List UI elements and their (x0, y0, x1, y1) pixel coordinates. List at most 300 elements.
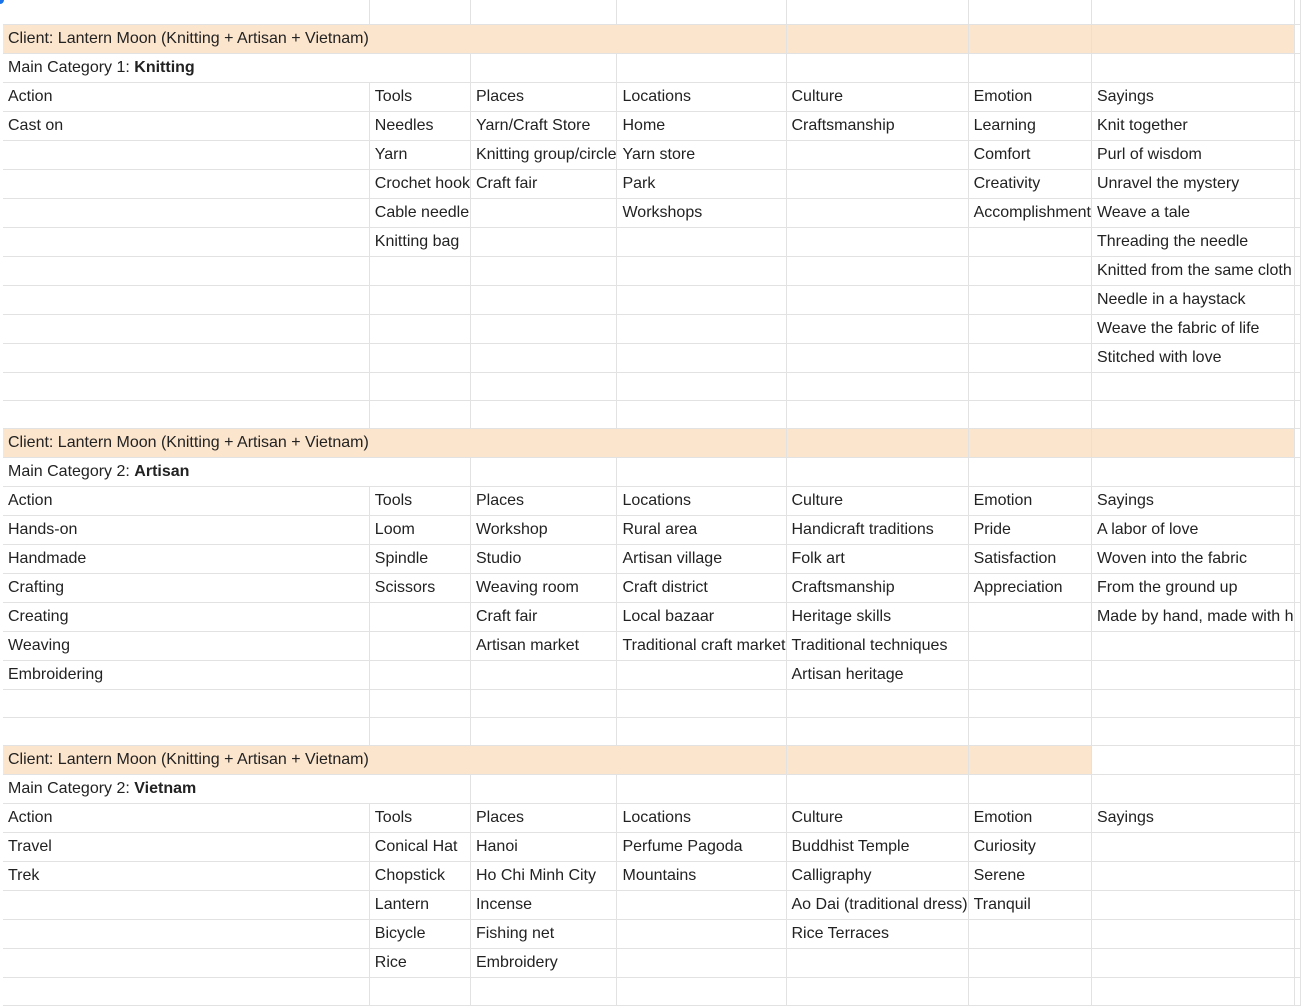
client-row (3, 428, 1300, 457)
table-row (3, 343, 1300, 372)
cell[interactable]: Appreciation (968, 573, 1091, 602)
cell[interactable]: Home (617, 111, 786, 140)
column-header-cell[interactable]: Culture (786, 82, 968, 111)
cell[interactable] (786, 717, 968, 745)
client-label-cell[interactable]: Client: Lantern Moon (Knitting + Artisan + Vietnam) (3, 745, 369, 774)
cell[interactable]: Spindle (369, 544, 470, 573)
cell[interactable] (3, 717, 369, 745)
cell[interactable] (1091, 428, 1294, 457)
cell[interactable]: Traditional techniques (786, 631, 968, 660)
cell[interactable] (786, 285, 968, 314)
cell[interactable] (968, 343, 1091, 372)
cell[interactable] (470, 372, 617, 400)
cell[interactable] (3, 948, 369, 977)
column-header-cell[interactable]: Tools (369, 486, 470, 515)
column-header-cell[interactable]: Emotion (968, 803, 1091, 832)
cell[interactable]: Artisan village (617, 544, 786, 573)
cell[interactable] (1091, 948, 1294, 977)
cell[interactable] (1294, 314, 1300, 343)
cell[interactable] (1091, 861, 1294, 890)
cell[interactable]: A labor of love (1091, 515, 1294, 544)
cell[interactable]: Rice Terraces (786, 919, 968, 948)
cell[interactable] (786, 24, 968, 53)
cell[interactable] (786, 372, 968, 400)
cell[interactable]: Curiosity (968, 832, 1091, 861)
column-header-cell[interactable]: Tools (369, 82, 470, 111)
cell[interactable]: Tranquil (968, 890, 1091, 919)
table-row (3, 169, 1300, 198)
cell[interactable] (968, 0, 1091, 24)
cell[interactable]: Workshops (617, 198, 786, 227)
cell[interactable] (617, 660, 786, 689)
column-header-cell[interactable]: Emotion (968, 486, 1091, 515)
column-header-cell[interactable]: Locations (617, 82, 786, 111)
cell[interactable] (369, 285, 470, 314)
cell[interactable] (1091, 745, 1294, 774)
cell[interactable] (968, 285, 1091, 314)
cell[interactable] (470, 53, 617, 82)
cell[interactable] (3, 919, 369, 948)
cell[interactable] (369, 689, 470, 717)
cell[interactable] (3, 314, 369, 343)
table-row (3, 227, 1300, 256)
cell[interactable] (470, 343, 617, 372)
cell[interactable] (1294, 24, 1300, 53)
cell[interactable]: Handmade (3, 544, 369, 573)
cell[interactable] (470, 717, 617, 745)
column-header-cell[interactable]: Culture (786, 486, 968, 515)
cell[interactable] (968, 631, 1091, 660)
cell[interactable] (470, 256, 617, 285)
cell[interactable]: Studio (470, 544, 617, 573)
cell[interactable]: Made by hand, made with h (1091, 602, 1294, 631)
cell[interactable] (3, 400, 369, 428)
cell[interactable] (1294, 861, 1300, 890)
cell[interactable]: Handicraft traditions (786, 515, 968, 544)
cell[interactable] (1294, 111, 1300, 140)
cell[interactable]: Yarn/Craft Store (470, 111, 617, 140)
client-label-cell[interactable]: Client: Lantern Moon (Knitting + Artisan + Vietnam) (3, 24, 369, 53)
cell[interactable] (3, 372, 369, 400)
cell[interactable] (1091, 372, 1294, 400)
cell[interactable]: Travel (3, 832, 369, 861)
cell[interactable] (369, 428, 470, 457)
cell[interactable]: Crochet hook (369, 169, 470, 198)
table-row (3, 919, 1300, 948)
cell[interactable] (617, 745, 786, 774)
cell[interactable] (786, 169, 968, 198)
cell[interactable] (1294, 919, 1300, 948)
cell[interactable] (1294, 372, 1300, 400)
cell[interactable] (3, 198, 369, 227)
cell[interactable] (968, 227, 1091, 256)
cell[interactable] (968, 24, 1091, 53)
cell[interactable]: Cast on (3, 111, 369, 140)
cell[interactable] (968, 53, 1091, 82)
cell[interactable] (470, 457, 617, 486)
cell[interactable] (1294, 803, 1300, 832)
cell[interactable]: Hanoi (470, 832, 617, 861)
cell[interactable]: Comfort (968, 140, 1091, 169)
cell[interactable]: Weaving room (470, 573, 617, 602)
cell[interactable]: Yarn (369, 140, 470, 169)
cell[interactable]: Satisfaction (968, 544, 1091, 573)
cell[interactable]: Crafting (3, 573, 369, 602)
column-header-cell[interactable]: Places (470, 486, 617, 515)
category-row (3, 774, 1300, 803)
cell[interactable]: Buddhist Temple (786, 832, 968, 861)
cell[interactable]: Pride (968, 515, 1091, 544)
cell[interactable]: Craft district (617, 573, 786, 602)
cell[interactable]: Knitting group/circle (470, 140, 617, 169)
cell[interactable] (968, 314, 1091, 343)
cell[interactable] (470, 660, 617, 689)
cell[interactable] (617, 400, 786, 428)
cell[interactable] (1294, 227, 1300, 256)
cell[interactable]: Artisan market (470, 631, 617, 660)
cell[interactable] (1294, 660, 1300, 689)
cell[interactable]: Threading the needle (1091, 227, 1294, 256)
cell[interactable] (968, 372, 1091, 400)
cell[interactable] (968, 774, 1091, 803)
header-row (3, 486, 1300, 515)
category-cell[interactable] (3, 457, 369, 486)
cell[interactable] (968, 948, 1091, 977)
column-header-cell[interactable]: Places (470, 82, 617, 111)
cell[interactable]: Incense (470, 890, 617, 919)
cell[interactable] (1091, 660, 1294, 689)
cell[interactable]: Loom (369, 515, 470, 544)
cell[interactable] (3, 140, 369, 169)
cell[interactable] (3, 689, 369, 717)
cell[interactable] (1294, 0, 1300, 24)
cell[interactable]: Creating (3, 602, 369, 631)
category-cell[interactable] (3, 53, 369, 82)
cell[interactable] (369, 314, 470, 343)
cell[interactable] (470, 198, 617, 227)
cell[interactable]: Purl of wisdom (1091, 140, 1294, 169)
cell[interactable]: Embroidery (470, 948, 617, 977)
cell[interactable] (968, 400, 1091, 428)
cell[interactable]: Needle in a haystack (1091, 285, 1294, 314)
cell[interactable]: From the ground up (1091, 573, 1294, 602)
cell[interactable] (968, 602, 1091, 631)
cell[interactable]: Bicycle (369, 919, 470, 948)
cell[interactable] (1294, 977, 1300, 1005)
cell[interactable] (968, 977, 1091, 1005)
cell[interactable] (3, 343, 369, 372)
cell[interactable] (617, 0, 786, 24)
cell[interactable]: Craftsmanship (786, 573, 968, 602)
cell[interactable] (786, 140, 968, 169)
cell[interactable] (470, 227, 617, 256)
cell[interactable] (1294, 53, 1300, 82)
cell[interactable] (470, 689, 617, 717)
cell[interactable] (1091, 24, 1294, 53)
column-header-cell[interactable]: Locations (617, 803, 786, 832)
cell[interactable] (1091, 832, 1294, 861)
cell[interactable]: Embroidering (3, 660, 369, 689)
cell[interactable]: Learning (968, 111, 1091, 140)
cell[interactable]: Lantern (369, 890, 470, 919)
cell[interactable] (786, 428, 968, 457)
cell[interactable] (3, 169, 369, 198)
cell[interactable]: Serene (968, 861, 1091, 890)
category-row (3, 53, 1300, 82)
cell[interactable]: Rice (369, 948, 470, 977)
cell[interactable] (617, 948, 786, 977)
cell[interactable]: Chopstick (369, 861, 470, 890)
cell[interactable] (617, 890, 786, 919)
cell[interactable] (369, 745, 470, 774)
cell[interactable]: Rural area (617, 515, 786, 544)
category-prefix: Main Category 1: (8, 58, 135, 76)
cell[interactable] (968, 660, 1091, 689)
cell[interactable] (1091, 977, 1294, 1005)
cell[interactable] (786, 198, 968, 227)
cell[interactable]: Knit together (1091, 111, 1294, 140)
cell[interactable] (1294, 573, 1300, 602)
cell[interactable] (786, 774, 968, 803)
cell[interactable]: Perfume Pagoda (617, 832, 786, 861)
cell[interactable] (369, 24, 470, 53)
cell[interactable] (786, 457, 968, 486)
cell[interactable] (1294, 428, 1300, 457)
table-row (3, 689, 1300, 717)
cell[interactable] (786, 343, 968, 372)
cell[interactable] (1294, 169, 1300, 198)
table-row (3, 515, 1300, 544)
cell[interactable] (369, 256, 470, 285)
cell[interactable] (1294, 774, 1300, 803)
cell[interactable]: Cable needle (369, 198, 470, 227)
cell[interactable] (617, 343, 786, 372)
cell[interactable] (617, 314, 786, 343)
cell[interactable] (1294, 82, 1300, 111)
cell[interactable] (1294, 515, 1300, 544)
cell[interactable] (1294, 544, 1300, 573)
cell[interactable] (470, 977, 617, 1005)
column-header-cell[interactable]: Sayings (1091, 803, 1294, 832)
cell[interactable] (786, 745, 968, 774)
cell[interactable]: Trek (3, 861, 369, 890)
cell[interactable] (1294, 717, 1300, 745)
cell[interactable]: Fishing net (470, 919, 617, 948)
cell[interactable] (369, 774, 470, 803)
cell[interactable] (617, 285, 786, 314)
column-header-cell[interactable]: Sayings (1091, 486, 1294, 515)
cell[interactable] (786, 314, 968, 343)
cell[interactable]: Woven into the fabric (1091, 544, 1294, 573)
cell[interactable] (786, 948, 968, 977)
cell[interactable] (1294, 400, 1300, 428)
table-row (3, 631, 1300, 660)
cell[interactable] (1294, 457, 1300, 486)
cell[interactable] (617, 689, 786, 717)
cell[interactable] (968, 745, 1091, 774)
cell[interactable] (968, 919, 1091, 948)
cell[interactable] (369, 977, 470, 1005)
cell[interactable] (470, 745, 617, 774)
cell[interactable]: Yarn store (617, 140, 786, 169)
cell[interactable] (3, 0, 369, 24)
cell[interactable] (470, 774, 617, 803)
cell[interactable] (968, 428, 1091, 457)
cell[interactable] (1091, 0, 1294, 24)
cell[interactable] (1294, 890, 1300, 919)
cell[interactable]: Stitched with love (1091, 343, 1294, 372)
cell[interactable]: Park (617, 169, 786, 198)
cell[interactable] (3, 227, 369, 256)
category-name: Knitting (134, 58, 195, 76)
cell[interactable] (470, 0, 617, 24)
cell[interactable]: Ao Dai (traditional dress) (786, 890, 968, 919)
cell[interactable] (1294, 745, 1300, 774)
column-header-cell[interactable]: Action (3, 82, 369, 111)
cell[interactable] (786, 977, 968, 1005)
column-header-cell[interactable]: Places (470, 803, 617, 832)
cell[interactable]: Weaving (3, 631, 369, 660)
cell[interactable] (369, 631, 470, 660)
cell[interactable] (1091, 717, 1294, 745)
table-row (3, 198, 1300, 227)
cell[interactable] (617, 24, 786, 53)
cell[interactable]: Hands-on (3, 515, 369, 544)
cell[interactable]: Local bazaar (617, 602, 786, 631)
cell[interactable]: Craftsmanship (786, 111, 968, 140)
table-row (3, 573, 1300, 602)
cell[interactable]: Accomplishment (968, 198, 1091, 227)
cell[interactable]: Scissors (369, 573, 470, 602)
cell[interactable]: Craft fair (470, 602, 617, 631)
cell[interactable] (470, 285, 617, 314)
cell[interactable]: Heritage skills (786, 602, 968, 631)
cell[interactable] (1294, 948, 1300, 977)
cell[interactable]: Unravel the mystery (1091, 169, 1294, 198)
cell[interactable] (968, 256, 1091, 285)
cell[interactable] (369, 457, 470, 486)
cell[interactable] (1091, 400, 1294, 428)
cell[interactable] (369, 343, 470, 372)
client-label-cell[interactable]: Client: Lantern Moon (Knitting + Artisan + Vietnam) (3, 428, 369, 457)
cell[interactable] (617, 53, 786, 82)
cell[interactable]: Mountains (617, 861, 786, 890)
cell[interactable]: Artisan heritage (786, 660, 968, 689)
cell[interactable]: Folk art (786, 544, 968, 573)
cell[interactable] (1294, 602, 1300, 631)
cell[interactable] (1294, 486, 1300, 515)
cell[interactable] (617, 227, 786, 256)
cell[interactable] (1294, 285, 1300, 314)
cell[interactable] (1294, 631, 1300, 660)
cell[interactable] (617, 457, 786, 486)
cell[interactable] (786, 689, 968, 717)
cell[interactable] (786, 400, 968, 428)
cell[interactable] (3, 256, 369, 285)
cell[interactable] (617, 919, 786, 948)
cell[interactable] (968, 457, 1091, 486)
cell[interactable] (369, 0, 470, 24)
cell[interactable] (470, 24, 617, 53)
cell[interactable] (1091, 919, 1294, 948)
column-header-cell[interactable]: Culture (786, 803, 968, 832)
cell[interactable] (3, 285, 369, 314)
cell[interactable] (786, 256, 968, 285)
cell[interactable] (3, 977, 369, 1005)
cell[interactable]: Knitted from the same cloth (1091, 256, 1294, 285)
cell[interactable]: Traditional craft market (617, 631, 786, 660)
cell[interactable] (369, 602, 470, 631)
cell[interactable] (470, 428, 617, 457)
cell[interactable] (369, 372, 470, 400)
category-prefix: Main Category 2: (8, 462, 135, 480)
column-header-cell[interactable]: Emotion (968, 82, 1091, 111)
category-name: Vietnam (134, 779, 197, 797)
cell[interactable]: Creativity (968, 169, 1091, 198)
cell[interactable] (617, 774, 786, 803)
cell[interactable] (3, 890, 369, 919)
cell[interactable]: Knitting bag (369, 227, 470, 256)
cell[interactable] (1294, 343, 1300, 372)
cell[interactable] (968, 689, 1091, 717)
cell[interactable] (369, 717, 470, 745)
cell[interactable]: Calligraphy (786, 861, 968, 890)
cell[interactable] (1294, 689, 1300, 717)
cell[interactable] (470, 314, 617, 343)
cell[interactable] (617, 428, 786, 457)
cell[interactable]: Conical Hat (369, 832, 470, 861)
column-header-cell[interactable]: Sayings (1091, 82, 1294, 111)
cell[interactable] (1294, 198, 1300, 227)
column-header-cell[interactable]: Action (3, 486, 369, 515)
cell[interactable] (617, 256, 786, 285)
cell[interactable]: Weave the fabric of life (1091, 314, 1294, 343)
cell[interactable] (786, 53, 968, 82)
cell[interactable] (1091, 631, 1294, 660)
cell[interactable]: Weave a tale (1091, 198, 1294, 227)
cell[interactable] (1294, 140, 1300, 169)
category-row (3, 457, 1300, 486)
cell[interactable] (1294, 256, 1300, 285)
cell[interactable] (617, 977, 786, 1005)
cell[interactable] (470, 400, 617, 428)
cell[interactable] (1091, 53, 1294, 82)
cell[interactable] (1294, 832, 1300, 861)
column-header-cell[interactable]: Action (3, 803, 369, 832)
cell[interactable] (786, 227, 968, 256)
cell[interactable] (369, 400, 470, 428)
cell[interactable] (786, 0, 968, 24)
cell[interactable]: Workshop (470, 515, 617, 544)
cell[interactable] (369, 660, 470, 689)
cell[interactable]: Ho Chi Minh City (470, 861, 617, 890)
cell[interactable] (1091, 774, 1294, 803)
cell[interactable]: Needles (369, 111, 470, 140)
cell[interactable] (617, 372, 786, 400)
cell[interactable] (968, 717, 1091, 745)
cell[interactable] (1091, 890, 1294, 919)
category-cell[interactable] (3, 774, 369, 803)
cell[interactable] (1091, 689, 1294, 717)
column-header-cell[interactable]: Locations (617, 486, 786, 515)
cell[interactable] (369, 53, 470, 82)
table-row (3, 890, 1300, 919)
table-row (3, 314, 1300, 343)
cell[interactable] (1091, 457, 1294, 486)
cell[interactable] (617, 717, 786, 745)
column-header-cell[interactable]: Tools (369, 803, 470, 832)
cell[interactable]: Craft fair (470, 169, 617, 198)
